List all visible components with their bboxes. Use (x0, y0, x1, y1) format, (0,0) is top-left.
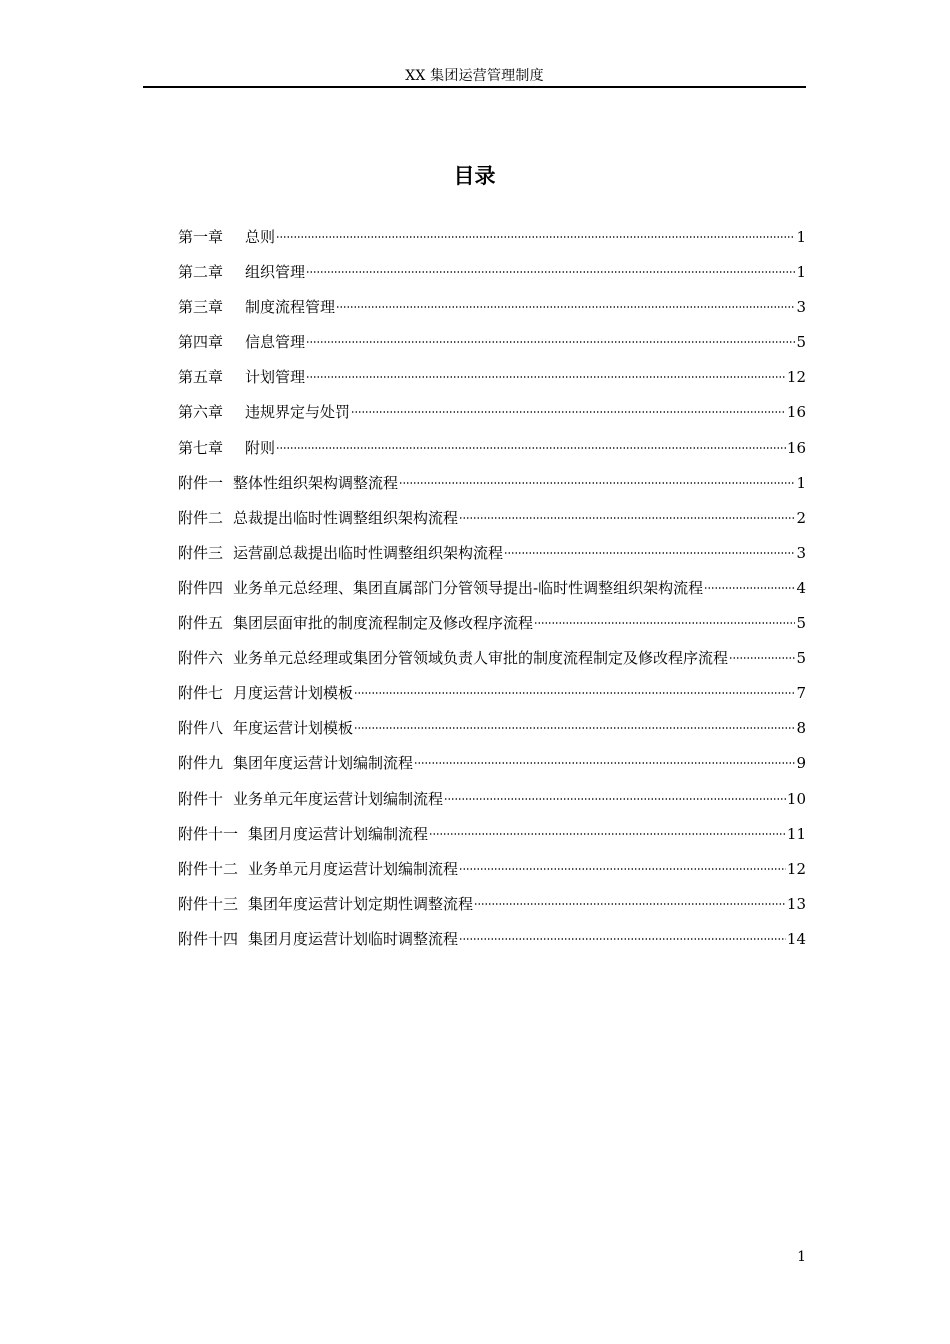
toc-entry-page: 9 (796, 754, 806, 773)
toc-entry-page: 8 (796, 719, 806, 738)
toc-entry-number: 第七章 (178, 438, 224, 457)
toc-entry-label (178, 507, 458, 529)
toc-leader-dots (414, 759, 795, 765)
toc-entry-label (178, 928, 458, 950)
toc-entry-label (178, 612, 533, 634)
toc-entry-number: 附件八 (178, 719, 224, 738)
toc-entry-number: 第四章 (178, 333, 224, 352)
toc-entry-title: 附则 (245, 438, 276, 457)
toc-entry-number: 第三章 (178, 298, 224, 317)
toc-entry-title: 集团月度运营计划临时调整流程 (248, 929, 459, 948)
toc-entry-page: 3 (796, 543, 806, 562)
toc-entry-page: 3 (796, 298, 806, 317)
toc-entry-annex-2[interactable] (178, 507, 806, 542)
toc-entry-title: 总裁提出临时性调整组织架构流程 (233, 508, 459, 527)
toc-entry-title: 总则 (245, 228, 276, 246)
toc-entry-page: 7 (796, 684, 806, 703)
toc-entry-title: 整体性组织架构调整流程 (233, 473, 399, 492)
toc-entry-label (178, 717, 353, 739)
toc-leader-dots (336, 303, 795, 309)
toc-entry-page: 11 (786, 824, 806, 843)
header-rule (143, 86, 806, 88)
toc-entry-title: 计划管理 (245, 368, 306, 387)
toc-entry-chapter-4[interactable] (178, 331, 806, 366)
toc-leader-dots (399, 479, 795, 485)
toc-entry-page: 1 (796, 228, 806, 246)
toc-entry-chapter-3[interactable] (178, 296, 806, 331)
toc-entry-number: 附件九 (178, 754, 224, 773)
toc-entry-page: 16 (786, 438, 806, 457)
toc-entry-number: 附件四 (178, 578, 224, 597)
toc-leader-dots (444, 795, 786, 801)
toc-entry-page: 1 (796, 473, 806, 492)
toc-leader-dots (459, 865, 786, 871)
toc-entry-chapter-2[interactable] (178, 261, 806, 296)
toc-entry-annex-1[interactable] (178, 472, 806, 507)
toc-entry-number: 附件五 (178, 614, 224, 633)
toc-entry-number: 附件十一 (178, 824, 239, 843)
toc-entry-title: 业务单元总经理或集团分管领域负责人审批的制度流程制定及修改程序流程 (233, 649, 729, 668)
toc-entry-title: 年度运营计划模板 (233, 719, 354, 738)
toc-entry-annex-9[interactable] (178, 752, 806, 787)
toc-entry-page: 10 (786, 789, 806, 808)
toc-entry-label (178, 893, 473, 915)
toc-entry-number: 附件十四 (178, 929, 239, 948)
toc-entry-chapter-6[interactable] (178, 401, 806, 436)
toc-entry-annex-3[interactable] (178, 542, 806, 577)
toc-entry-number: 附件十二 (178, 859, 239, 878)
toc-entry-label (178, 788, 443, 810)
toc-entry-title: 集团年度运营计划定期性调整流程 (248, 894, 474, 913)
toc-leader-dots (306, 373, 786, 379)
toc-entry-page: 14 (786, 929, 806, 948)
toc-entry-label (178, 682, 353, 704)
toc-leader-dots (306, 268, 795, 274)
toc-entry-number: 附件七 (178, 684, 224, 703)
toc-entry-page: 5 (796, 649, 806, 668)
toc-entry-number: 第二章 (178, 263, 224, 282)
toc-entry-label (178, 226, 275, 248)
toc-leader-dots (306, 338, 795, 344)
header-title: XX 集团运营管理制度 (405, 68, 544, 84)
toc-entry-label (178, 858, 458, 880)
toc-leader-dots (704, 584, 795, 590)
toc-leader-dots (474, 900, 786, 906)
toc-entry-title: 业务单元总经理、集团直属部门分管领导提出-临时性调整组织架构流程 (233, 578, 704, 597)
toc-entry-number: 附件十 (178, 789, 224, 808)
toc-entry-label (178, 542, 503, 564)
toc-entry-title: 集团月度运营计划编制流程 (248, 824, 429, 843)
toc-entry-title: 业务单元月度运营计划编制流程 (248, 859, 459, 878)
toc-entry-page: 1 (796, 263, 806, 282)
toc-entry-label (178, 331, 305, 353)
toc-entry-label (178, 401, 350, 423)
toc-leader-dots (534, 619, 795, 625)
footer-page-number: 1 (797, 1249, 806, 1265)
toc-entry-title: 信息管理 (245, 333, 306, 352)
toc-entry-number: 附件一 (178, 473, 224, 492)
toc-entry-chapter-7[interactable] (178, 437, 806, 472)
toc-entry-label (178, 577, 703, 599)
toc-leader-dots (354, 724, 795, 730)
toc-entry-label (178, 366, 305, 388)
toc-entry-page: 4 (796, 578, 806, 597)
toc-entry-number: 附件二 (178, 508, 224, 527)
toc-leader-dots (429, 830, 786, 836)
toc-entry-title: 集团层面审批的制度流程制定及修改程序流程 (233, 614, 534, 633)
toc-entry-title: 制度流程管理 (245, 298, 336, 317)
toc-leader-dots (459, 514, 795, 520)
toc-entry-label (178, 647, 728, 669)
toc-entry-annex-12[interactable] (178, 858, 806, 893)
toc-entry-title: 组织管理 (245, 263, 306, 282)
toc-entry-number: 第六章 (178, 403, 224, 422)
toc-entry-number: 附件六 (178, 649, 224, 668)
toc-heading: 目录 (453, 164, 496, 188)
toc-leader-dots (504, 549, 795, 555)
toc-entry-number: 第五章 (178, 368, 224, 387)
toc-leader-dots (354, 689, 795, 695)
toc-entry-title: 运营副总裁提出临时性调整组织架构流程 (233, 543, 504, 562)
toc-leader-dots (351, 408, 786, 414)
toc-leader-dots (276, 444, 786, 450)
toc-entry-number: 附件三 (178, 543, 224, 562)
toc-entry-page: 5 (796, 333, 806, 352)
toc-leader-dots (459, 935, 786, 941)
toc-entry-label (178, 823, 428, 845)
toc-entry-title: 违规界定与处罚 (245, 403, 351, 422)
toc-entry-label (178, 261, 305, 283)
toc-entry-annex-13[interactable] (178, 893, 806, 928)
toc-entry-annex-10[interactable] (178, 788, 806, 823)
toc-entry-label (178, 752, 413, 774)
toc-entry-page: 12 (786, 368, 806, 387)
toc-entry-page: 5 (796, 614, 806, 633)
toc-entry-label (178, 296, 335, 318)
toc-entry-page: 13 (786, 894, 806, 913)
toc-entry-annex-6[interactable] (178, 647, 806, 682)
toc-entry-chapter-5[interactable] (178, 366, 806, 401)
toc-entry-annex-7[interactable] (178, 682, 806, 717)
toc-entry-title: 月度运营计划模板 (233, 684, 354, 703)
toc-entry-annex-14[interactable] (178, 928, 806, 963)
toc-entry-title: 业务单元年度运营计划编制流程 (233, 789, 444, 808)
toc-entry-annex-5[interactable] (178, 612, 806, 647)
toc-entry-page: 12 (786, 859, 806, 878)
toc-entry-page: 2 (796, 508, 806, 527)
table-of-contents (178, 226, 806, 963)
toc-entry-annex-11[interactable] (178, 823, 806, 858)
toc-entry-page: 16 (786, 403, 806, 422)
toc-entry-title: 集团年度运营计划编制流程 (233, 754, 414, 773)
toc-entry-label (178, 472, 398, 494)
toc-leader-dots (276, 233, 795, 239)
toc-entry-label (178, 437, 275, 459)
toc-leader-dots (729, 654, 795, 660)
toc-entry-chapter-1[interactable] (178, 226, 806, 261)
toc-entry-annex-4[interactable] (178, 577, 806, 612)
toc-entry-number: 第一章 (178, 228, 224, 246)
toc-entry-number: 附件十三 (178, 894, 239, 913)
toc-entry-annex-8[interactable] (178, 717, 806, 752)
